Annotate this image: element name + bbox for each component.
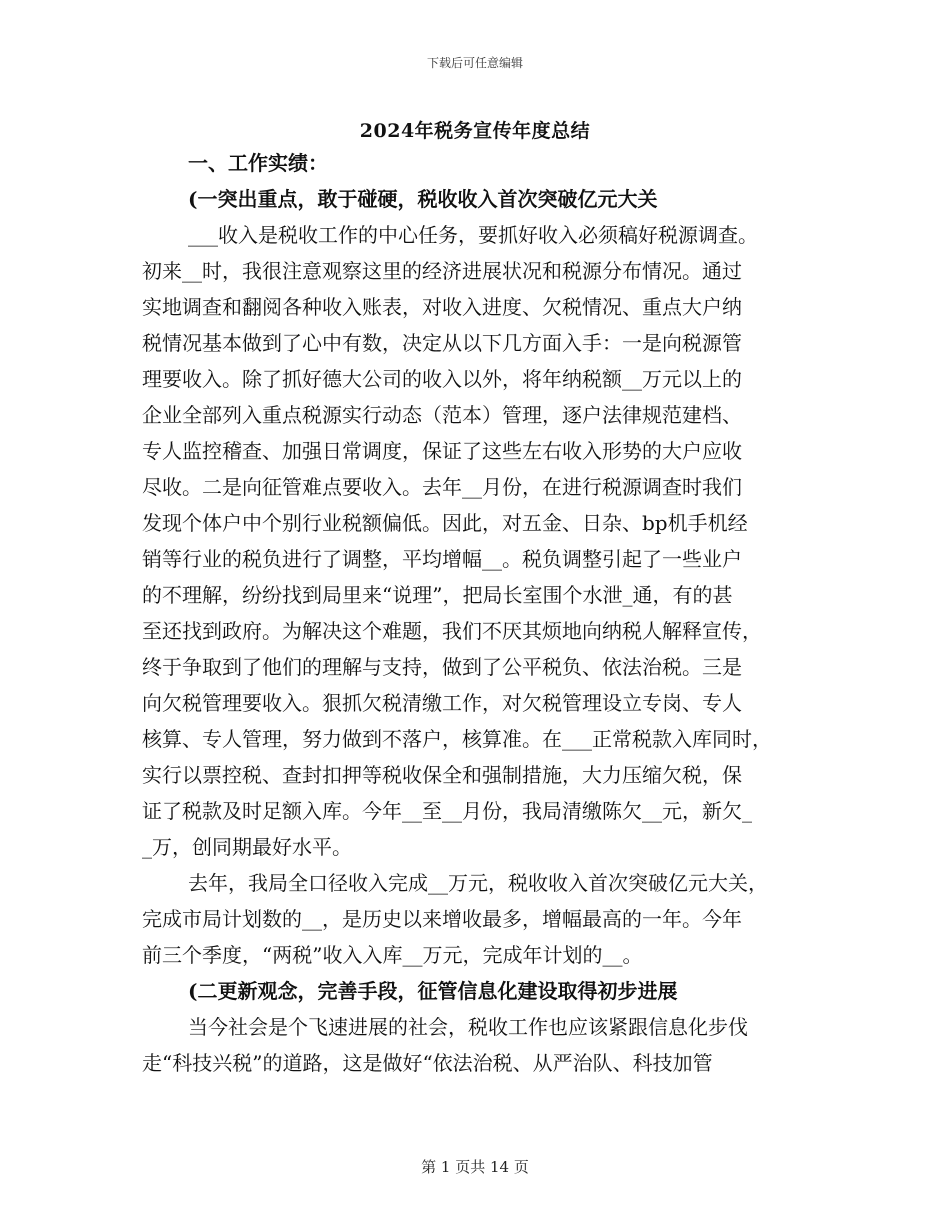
paragraph-line: 当今社会是个飞速进展的社会，税收工作也应该紧跟信息化步伐: [188, 1015, 748, 1039]
section-heading: (二更新观念，完善手段，征管信息化建设取得初步进展: [188, 979, 678, 1003]
paragraph-line: 前三个季度，“两税”收入入库__万元，完成年计划的__。: [142, 943, 643, 967]
paragraph-line: 实地调查和翻阅各种收入账表，对收入进度、欠税情况、重点大户纳: [142, 295, 742, 319]
paragraph-line: 完成市局计划数的__，是历史以来增收最多，增幅最高的一年。今年: [142, 907, 742, 931]
paragraph-line: 实行以票控税、查封扣押等税收保全和强制措施，大力压缩欠税，保: [142, 763, 742, 787]
paragraph-line: 税情况基本做到了心中有数，决定从以下几方面入手：一是向税源管: [142, 331, 742, 355]
paragraph-line: 证了税款及时足额入库。今年__至__月份，我局清缴陈欠__元，新欠_: [142, 799, 752, 823]
paragraph-line: 发现个体户中个别行业税额偏低。因此，对五金、日杂、bp机手机经: [142, 511, 748, 535]
paragraph-line: 理要收入。除了抓好德大公司的收入以外，将年纳税额__万元以上的: [142, 367, 742, 391]
document-title: 2024年税务宣传年度总结: [359, 120, 591, 142]
page-footer-number: 第 1 页共 14 页: [421, 1158, 529, 1176]
page-header-note: 下载后可任意编辑: [426, 56, 523, 70]
paragraph-line: 专人监控稽查、加强日常调度，保证了这些左右收入形势的大户应收: [142, 439, 742, 463]
paragraph-line: 终于争取到了他们的理解与支持，做到了公平税负、依法治税。三是: [142, 655, 742, 679]
paragraph-line: 至还找到政府。为解决这个难题，我们不厌其烦地向纳税人解释宣传，: [142, 619, 762, 643]
paragraph-line: _万，创同期最好水平。: [142, 835, 352, 859]
section-heading: (一突出重点，敢于碰硬，税收收入首次突破亿元大关: [188, 187, 658, 211]
paragraph-line: 核算、专人管理，努力做到不落户，核算准。在___正常税款入库同时，: [142, 727, 772, 751]
section-heading: 一、工作实绩：: [188, 151, 328, 175]
paragraph-line: 初来__时，我很注意观察这里的经济进展状况和税源分布情况。通过: [142, 259, 742, 283]
paragraph-line: 尽收。二是向征管难点要收入。去年__月份，在进行税源调查时我们: [142, 475, 742, 499]
paragraph-line: ___收入是税收工作的中心任务，要抓好收入必须稿好税源调查。: [188, 223, 758, 247]
paragraph-line: 走“科技兴税”的道路，这是做好“依法治税、从严治队、科技加管: [142, 1051, 713, 1075]
paragraph-line: 企业全部列入重点税源实行动态（范本）管理，逐户法律规范建档、: [142, 403, 742, 427]
paragraph-line: 向欠税管理要收入。狠抓欠税清缴工作，对欠税管理设立专岗、专人: [142, 691, 742, 715]
paragraph-line: 去年，我局全口径收入完成__万元，税收收入首次突破亿元大关，: [188, 871, 768, 895]
paragraph-line: 销等行业的税负进行了调整，平均增幅__。税负调整引起了一些业户: [142, 547, 742, 571]
paragraph-line: 的不理解，纷纷找到局里来“说理”，把局长室围个水泄_通，有的甚: [142, 583, 733, 607]
